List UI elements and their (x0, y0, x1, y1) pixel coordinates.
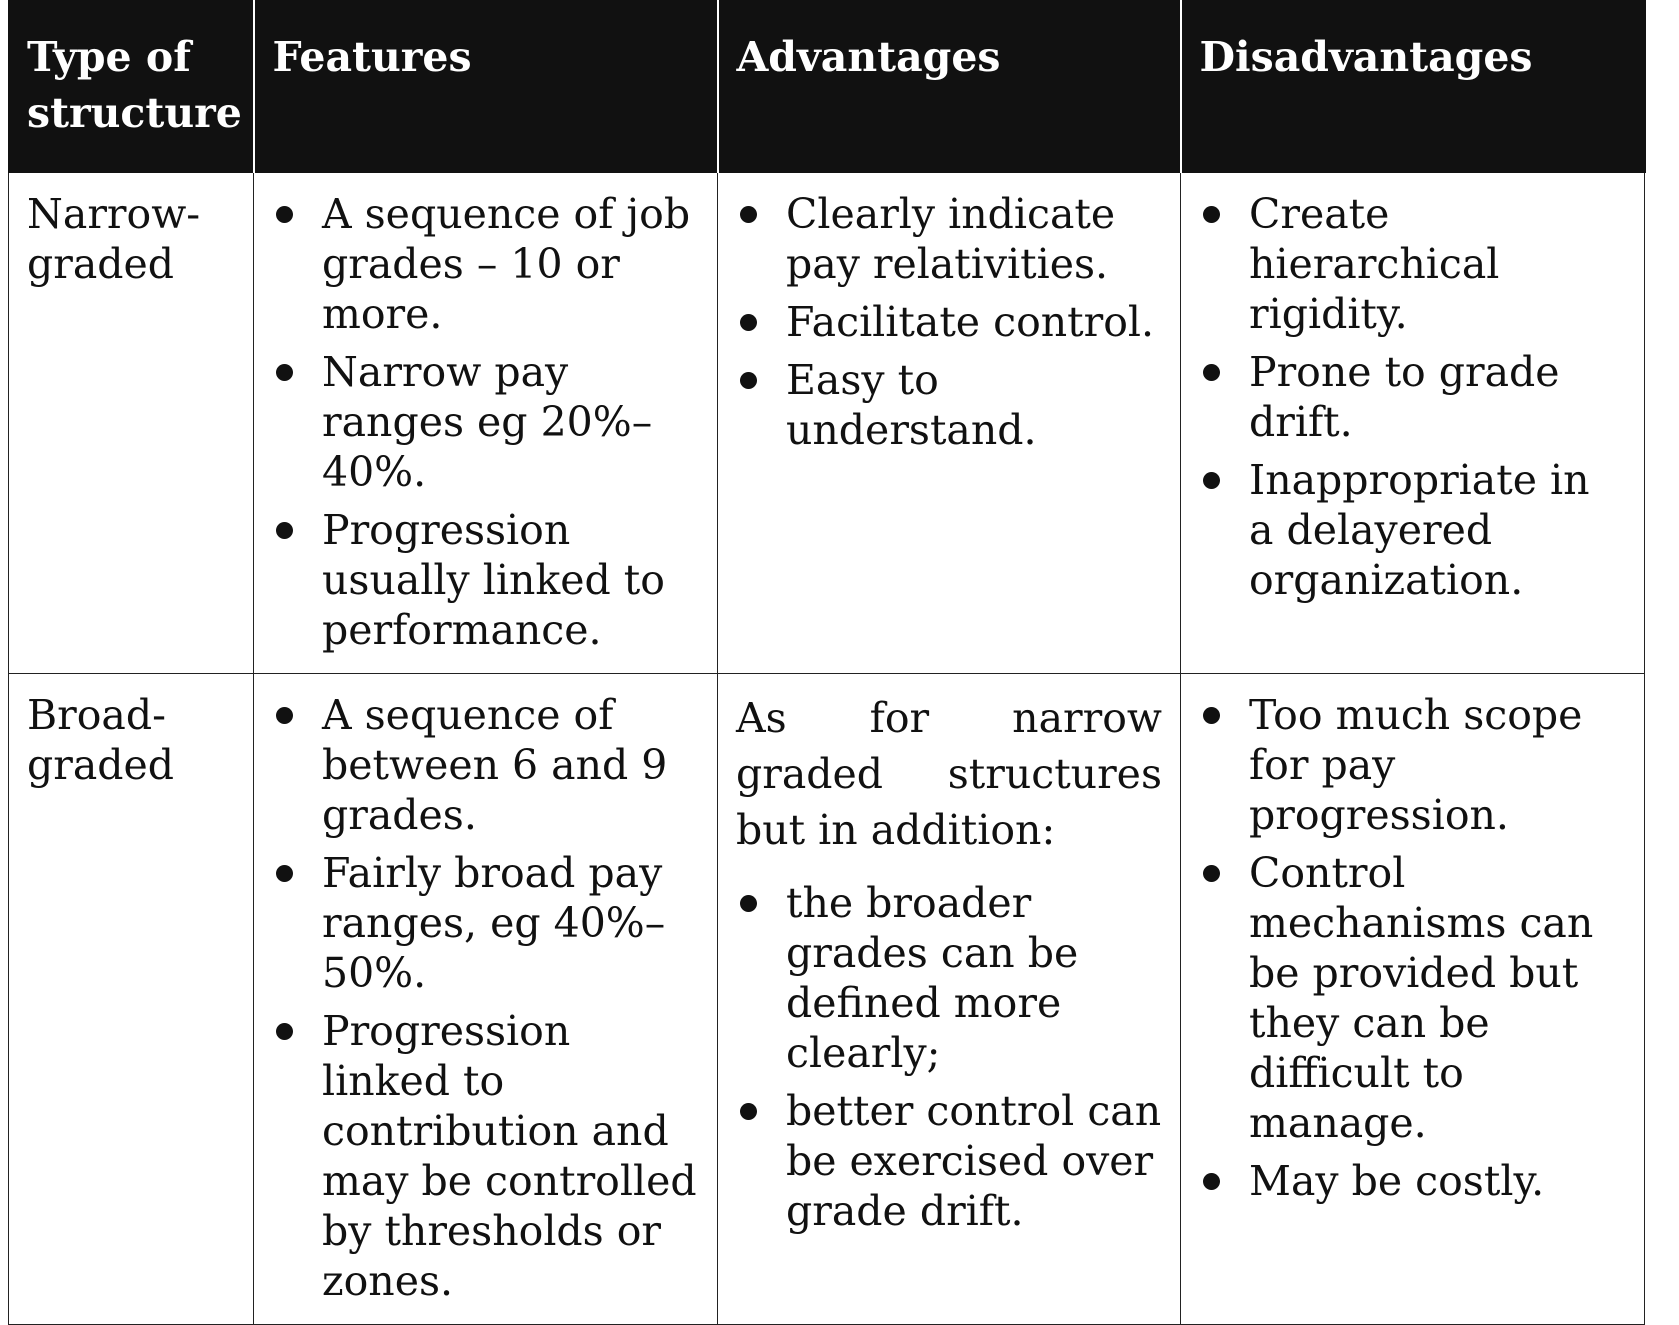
table-body (9, 173, 1645, 1325)
list-item: Create hierarchical rigidity. (1199, 189, 1626, 339)
list-item: Control mechanisms can be provided but they can be difficult to manage. (1199, 848, 1626, 1148)
advantages-list (736, 189, 1162, 455)
list-item: Narrow pay ranges eg 20%–40%. (272, 347, 699, 497)
list-item: Progression linked to contribution and may be controlled by thresholds or zones. (272, 1006, 699, 1306)
list-item: Facilitate control. (736, 297, 1162, 347)
disadvantages-list (1199, 690, 1626, 1206)
advantages-intro: As for narrow graded structures but in addition: (736, 694, 1162, 854)
structure-type-cell: Broad-graded (9, 674, 254, 1325)
advantages-cell (718, 173, 1181, 674)
list-item: A sequence of between 6 and 9 grades. (272, 690, 699, 840)
disadvantages-cell (1181, 674, 1645, 1325)
list-item: A sequence of job grades – 10 or more. (272, 189, 699, 339)
list-item: better control can be exercised over grade drift. (736, 1086, 1162, 1236)
advantages-cell (718, 674, 1181, 1325)
features-list (272, 690, 699, 1306)
list-item: Clearly indicate pay relativities. (736, 189, 1162, 289)
list-item: the broader grades can be defined more clearly; (736, 878, 1162, 1078)
features-list (272, 189, 699, 655)
list-item: May be costly. (1199, 1156, 1626, 1206)
features-cell (254, 173, 718, 674)
list-item: Easy to understand. (736, 355, 1162, 455)
list-item: Too much scope for pay progression. (1199, 690, 1626, 840)
table-row (9, 173, 1645, 674)
features-cell (254, 674, 718, 1325)
header-features: Features (254, 1, 718, 173)
header-disadvantages: Disadvantages (1181, 1, 1645, 173)
disadvantages-cell (1181, 173, 1645, 674)
header-type-of-structure: Type of structure (9, 1, 254, 173)
comparison-table (8, 0, 1646, 1325)
list-item: Fairly broad pay ranges, eg 40%–50%. (272, 848, 699, 998)
list-item: Inappropriate in a delayered organization. (1199, 455, 1626, 605)
disadvantages-list (1199, 189, 1626, 605)
header-advantages: Advantages (718, 1, 1181, 173)
header-row (9, 1, 1645, 173)
list-item: Progression usually linked to performance. (272, 505, 699, 655)
advantages-list (736, 878, 1162, 1236)
structure-type-cell: Narrow-graded (9, 173, 254, 674)
table-header (9, 1, 1645, 173)
list-item: Prone to grade drift. (1199, 347, 1626, 447)
table-row (9, 674, 1645, 1325)
